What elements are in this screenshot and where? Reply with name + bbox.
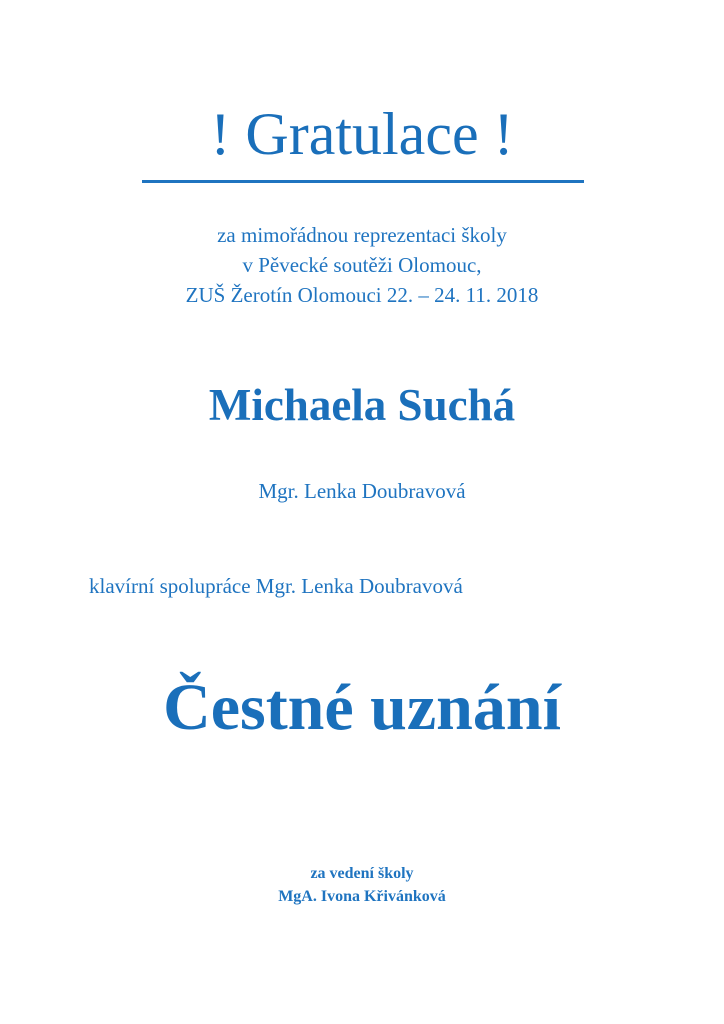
accompaniment-text: klavírní spolupráce Mgr. Lenka Doubravová <box>89 574 463 598</box>
student-name: Michaela Suchá <box>208 380 516 430</box>
subtitle-line-2: v Pěvecké soutěži Olomouc, <box>242 253 482 277</box>
subtitle-line-1: za mimořádnou reprezentaci školy <box>217 223 507 247</box>
signature-name: MgA. Ivona Křivánková <box>278 888 446 905</box>
certificate-title: ! Gratulace ! <box>210 101 514 167</box>
award-title: Čestné uznání <box>163 671 561 744</box>
signature-label: za vedení školy <box>310 865 414 882</box>
teacher-name: Mgr. Lenka Doubravová <box>258 479 466 503</box>
subtitle-line-3: ZUŠ Žerotín Olomouci 22. – 24. 11. 2018 <box>185 283 539 307</box>
title-underline <box>142 180 584 183</box>
